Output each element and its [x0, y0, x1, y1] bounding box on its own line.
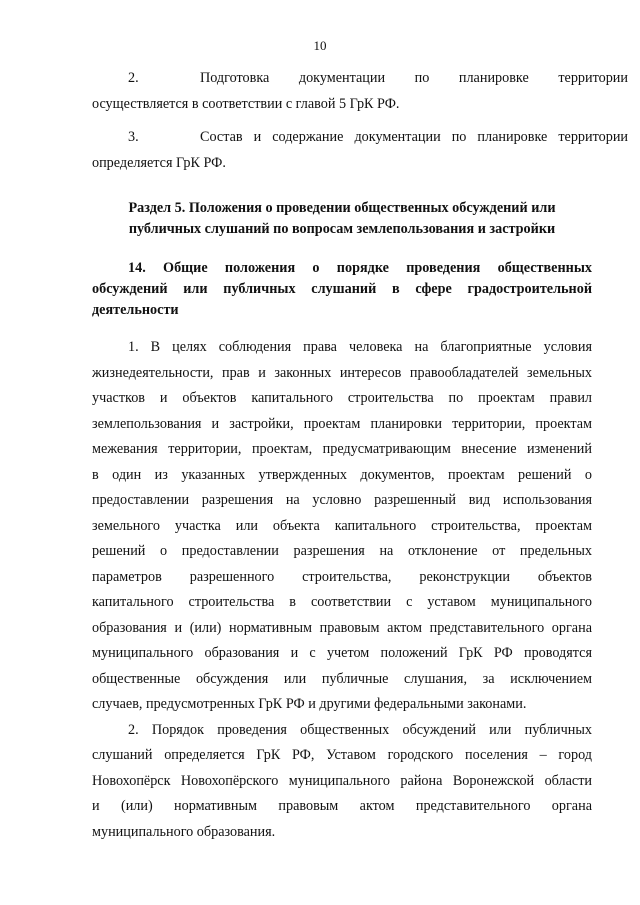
section-title: Раздел 5. Положения о проведении общественных обсуждений или публичных слушаний по вопросам землепользования и застройки — [128, 200, 556, 237]
list-item-text: Состав и содержание документации по планировке территории — [200, 129, 628, 145]
list-item-number: 3. — [128, 129, 139, 145]
page-number: 10 — [313, 38, 327, 53]
list-item-text: Подготовка документации по планировке территории — [200, 70, 628, 86]
list-item-2 — [92, 66, 628, 117]
list-item-3 — [92, 125, 628, 176]
document-body — [92, 66, 628, 845]
paragraph-1: 1. В целях соблюдения права человека на благоприятные условия жизнедеятельности, прав и законных интересов правообладателей земельных участков и объектов капитального строительства по проектам правил землепользования и застройки, проектам планировки территории, проектам межевания территории, проектам, предусматривающим внесение изменений в один из указанных утвержденных документов, проектам решений о предоставлении разрешения на условно разрешенный вид использования земельного участка или объекта капитального строительства, проектам решений о предоставлении разрешения на отклонение от предельных параметров разрешенного строительства, реконструкции объектов капитального строительства в соответствии с уставом муниципального образования и (или) нормативным правовым актом представительного органа муниципального образования и с учетом положений ГрК РФ проводятся общественные обсуждения или публичные слушания, за исключением случаев, предусмотренных ГрК РФ и другими федеральными законами. — [92, 339, 592, 712]
list-item-text: осуществляется в соответствии с главой 5 ГрК РФ. — [92, 95, 400, 112]
list-item-text: определяется ГрК РФ. — [92, 154, 226, 171]
list-item-number: 2. — [128, 70, 139, 86]
paragraph-2: 2. Порядок проведения общественных обсуждений или публичных слушаний определяется ГрК РФ, Уставом городского поселения – город Новохопёрск Новохопёрского муниципального района Воронежской области и (или) нормативным правовым актом представительного органа муниципального образования. — [92, 721, 592, 840]
article-title: 14. Общие положения о порядке проведения общественных обсуждений или публичных слушаний в сфере градостроительной деятельности — [92, 260, 592, 318]
